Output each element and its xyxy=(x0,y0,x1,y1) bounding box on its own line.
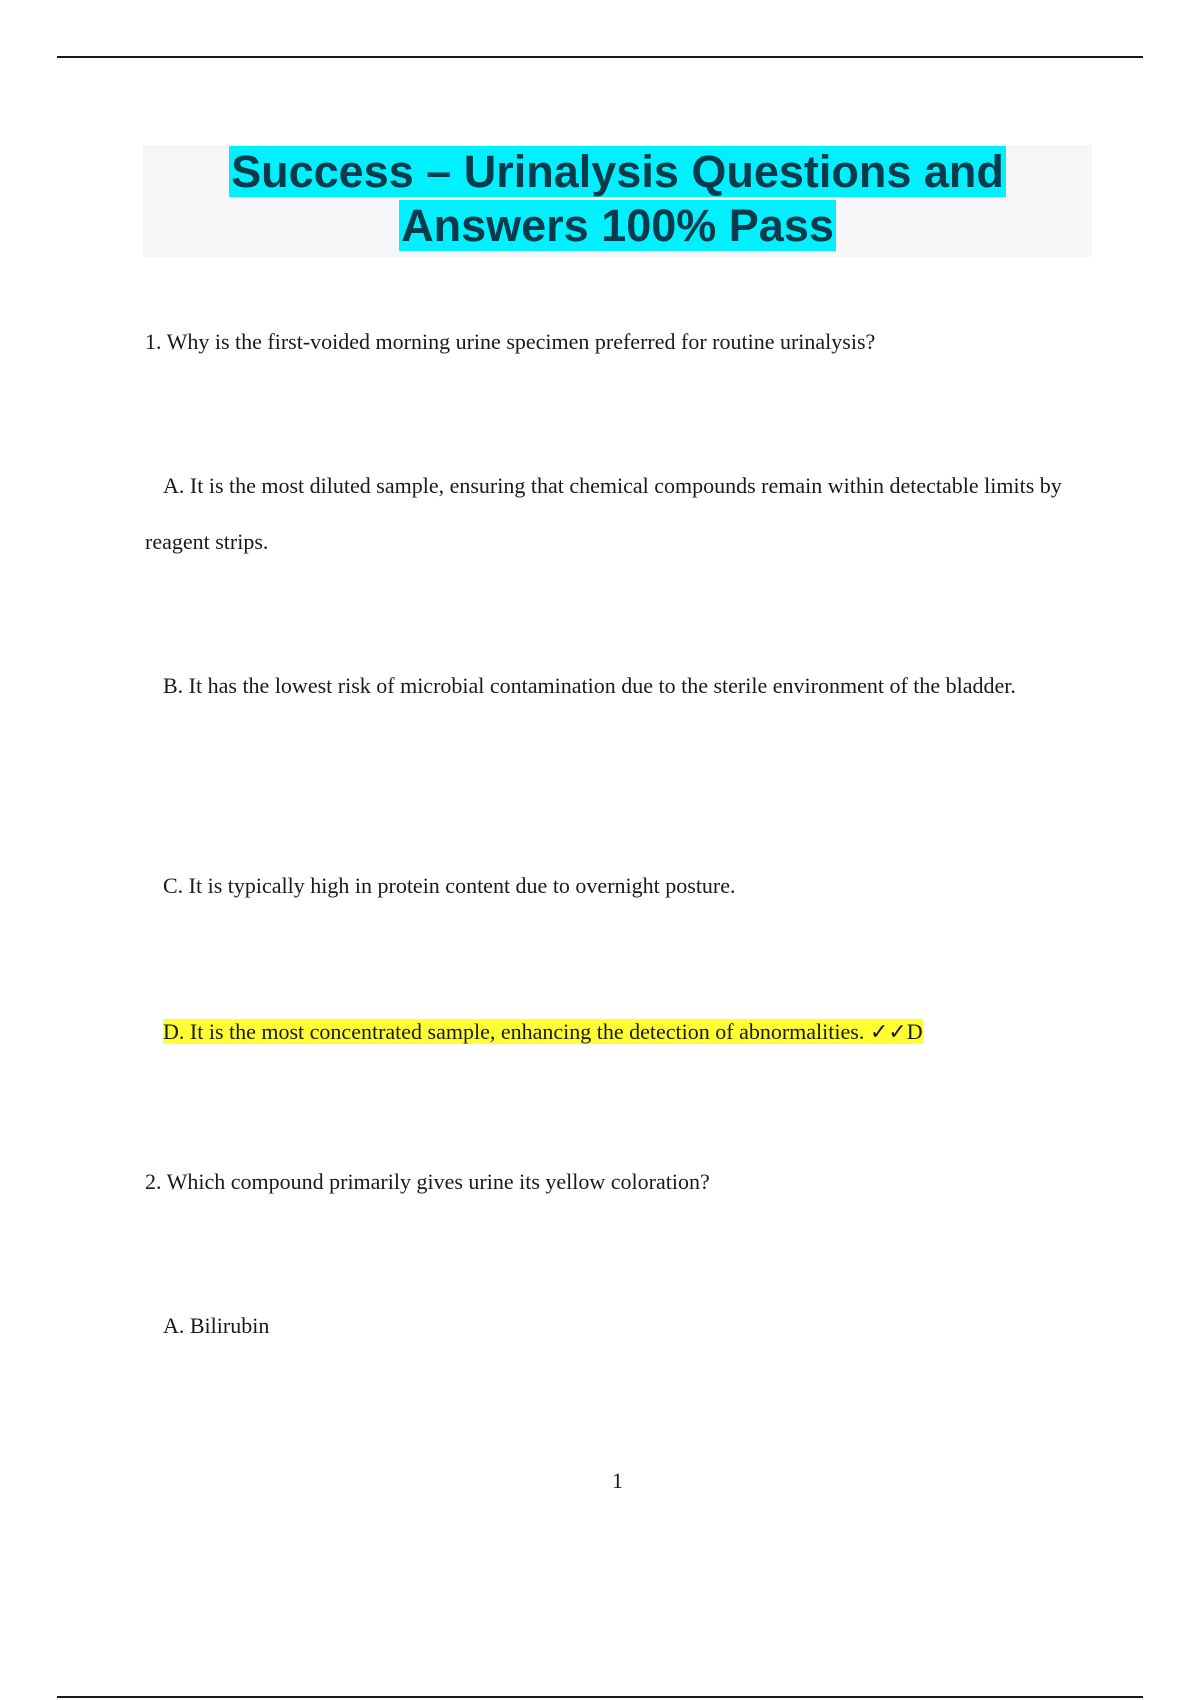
top-rule xyxy=(57,56,1143,58)
page-number: 1 xyxy=(612,1468,623,1493)
question-1-option-d-correct: D. It is the most concentrated sample, enhancing the detection of abnormalities. ✓✓D xyxy=(163,1019,923,1044)
question-2-option-a: A. Bilirubin xyxy=(163,1313,270,1338)
document-title-line-2: Answers 100% Pass xyxy=(401,200,834,251)
question-1-option-a: A. It is the most diluted sample, ensuring that chemical compounds remain within detectable limits by reagent strips. xyxy=(145,473,1062,554)
title-block xyxy=(143,145,1092,257)
bottom-rule xyxy=(57,1696,1143,1698)
document-title-line-1: Success – Urinalysis Questions and xyxy=(231,146,1004,197)
question-1-option-c: C. It is typically high in protein content due to overnight posture. xyxy=(163,873,736,898)
question-2-prompt: 2. Which compound primarily gives urine its yellow coloration? xyxy=(145,1169,710,1194)
question-1-prompt: 1. Why is the first-voided morning urine specimen preferred for routine urinalysis? xyxy=(145,329,876,354)
question-1-option-b: B. It has the lowest risk of microbial contamination due to the sterile environment of the bladder. xyxy=(163,673,1016,698)
